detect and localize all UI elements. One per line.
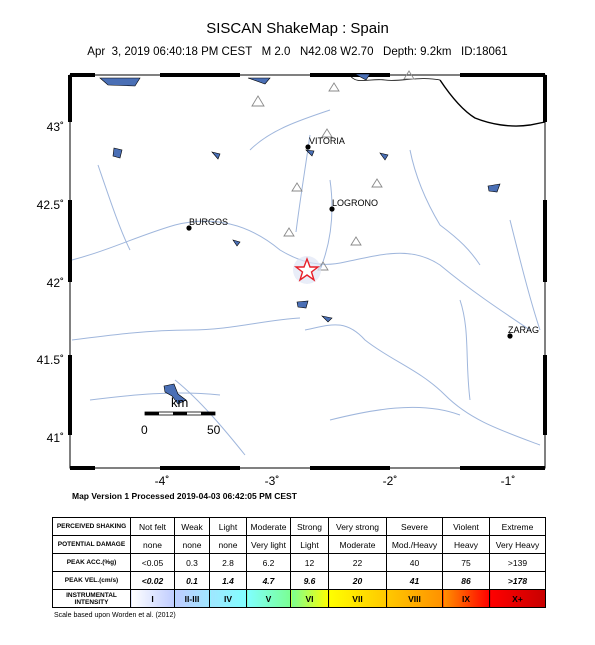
lat-label: 41.5˚ <box>36 353 64 367</box>
legend-row-label: POTENTIAL DAMAGE <box>53 536 131 554</box>
legend-cell: 86 <box>443 572 490 590</box>
legend-cell: 41 <box>387 572 443 590</box>
legend-row-shaking <box>53 518 546 536</box>
legend-row-vel <box>53 572 546 590</box>
legend-row-damage <box>53 536 546 554</box>
legend-cell: Light <box>291 536 329 554</box>
legend-cell: 0.3 <box>175 554 210 572</box>
legend-cell: 0.1 <box>175 572 210 590</box>
intensity-cell: V <box>247 590 291 608</box>
lat-labels <box>37 120 64 445</box>
scale-label: 0 <box>141 423 148 437</box>
legend-cell: Light <box>210 518 247 536</box>
legend-cell: Very light <box>247 536 291 554</box>
lat-label: 43˚ <box>46 120 64 134</box>
lat-label: 42˚ <box>46 276 64 290</box>
reservoir <box>113 148 122 158</box>
legend-cell: 2.8 <box>210 554 247 572</box>
map-title: SISCAN ShakeMap : Spain <box>206 20 389 37</box>
legend-cell: Severe <box>387 518 443 536</box>
city-label: BURGOS <box>189 217 229 227</box>
scale-unit: km <box>171 395 189 410</box>
footnote: Scale based upon Worden et al. (2012) <box>54 612 176 619</box>
legend-row-intensity <box>53 590 546 608</box>
lon-labels <box>155 474 516 488</box>
legend-row-label: PEAK ACC.(%g) <box>53 554 131 572</box>
legend-cell: >139 <box>490 554 546 572</box>
intensity-cell: VII <box>329 590 387 608</box>
legend-cell: <0.05 <box>131 554 175 572</box>
legend-cell: none <box>131 536 175 554</box>
legend-row-acc <box>53 554 546 572</box>
lon-label: -4˚ <box>154 474 170 488</box>
city-label: LOGRONO <box>332 198 379 208</box>
legend-cell: 20 <box>329 572 387 590</box>
lon-label: -1˚ <box>500 474 516 488</box>
legend-row-label: PERCEIVED SHAKING <box>53 518 131 536</box>
intensity-legend <box>52 517 546 608</box>
legend-cell: 1.4 <box>210 572 247 590</box>
legend-cell: 6.2 <box>247 554 291 572</box>
city-label: VITORIA <box>309 136 345 146</box>
map-subtitle: Apr 3, 2019 06:40:18 PM CEST M 2.0 N42.08 W2.70 Depth: 9.2km ID:18061 <box>87 46 508 58</box>
legend-cell: 40 <box>387 554 443 572</box>
legend-cell: <0.02 <box>131 572 175 590</box>
city-label: ZARAG <box>508 325 540 335</box>
legend-cell: Mod./Heavy <box>387 536 443 554</box>
lat-label: 42.5˚ <box>36 198 64 212</box>
legend-cell: 9.6 <box>291 572 329 590</box>
reservoir <box>297 301 308 308</box>
scale-label: 50 <box>207 423 221 437</box>
legend-cell: Violent <box>443 518 490 536</box>
legend-cell: >178 <box>490 572 546 590</box>
legend-cell: Not felt <box>131 518 175 536</box>
legend-row-label: PEAK VEL.(cm/s) <box>53 572 131 590</box>
legend-cell: Weak <box>175 518 210 536</box>
lon-label: -2˚ <box>382 474 398 488</box>
legend-cell: Strong <box>291 518 329 536</box>
intensity-cell: VIII <box>387 590 443 608</box>
legend-cell: Extreme <box>490 518 546 536</box>
legend-cell: 4.7 <box>247 572 291 590</box>
legend-row-label: INSTRUMENTAL INTENSITY <box>53 590 131 608</box>
processed-note: Map Version 1 Processed 2019-04-03 06:42:05 PM CEST <box>72 491 297 501</box>
legend-cell: 12 <box>291 554 329 572</box>
legend-cell: 75 <box>443 554 490 572</box>
legend-cell: Very Heavy <box>490 536 546 554</box>
intensity-cell: I <box>131 590 175 608</box>
legend-cell: none <box>210 536 247 554</box>
intensity-cell: IX <box>443 590 490 608</box>
legend-cell: none <box>175 536 210 554</box>
lon-label: -3˚ <box>264 474 280 488</box>
intensity-cell: II-III <box>175 590 210 608</box>
legend-cell: Moderate <box>329 536 387 554</box>
intensity-cell: IV <box>210 590 247 608</box>
legend-cell: 22 <box>329 554 387 572</box>
legend-cell: Very strong <box>329 518 387 536</box>
intensity-cell: X+ <box>490 590 546 608</box>
intensity-cell: VI <box>291 590 329 608</box>
legend-cell: Moderate <box>247 518 291 536</box>
legend-cell: Heavy <box>443 536 490 554</box>
lat-label: 41˚ <box>46 431 64 445</box>
